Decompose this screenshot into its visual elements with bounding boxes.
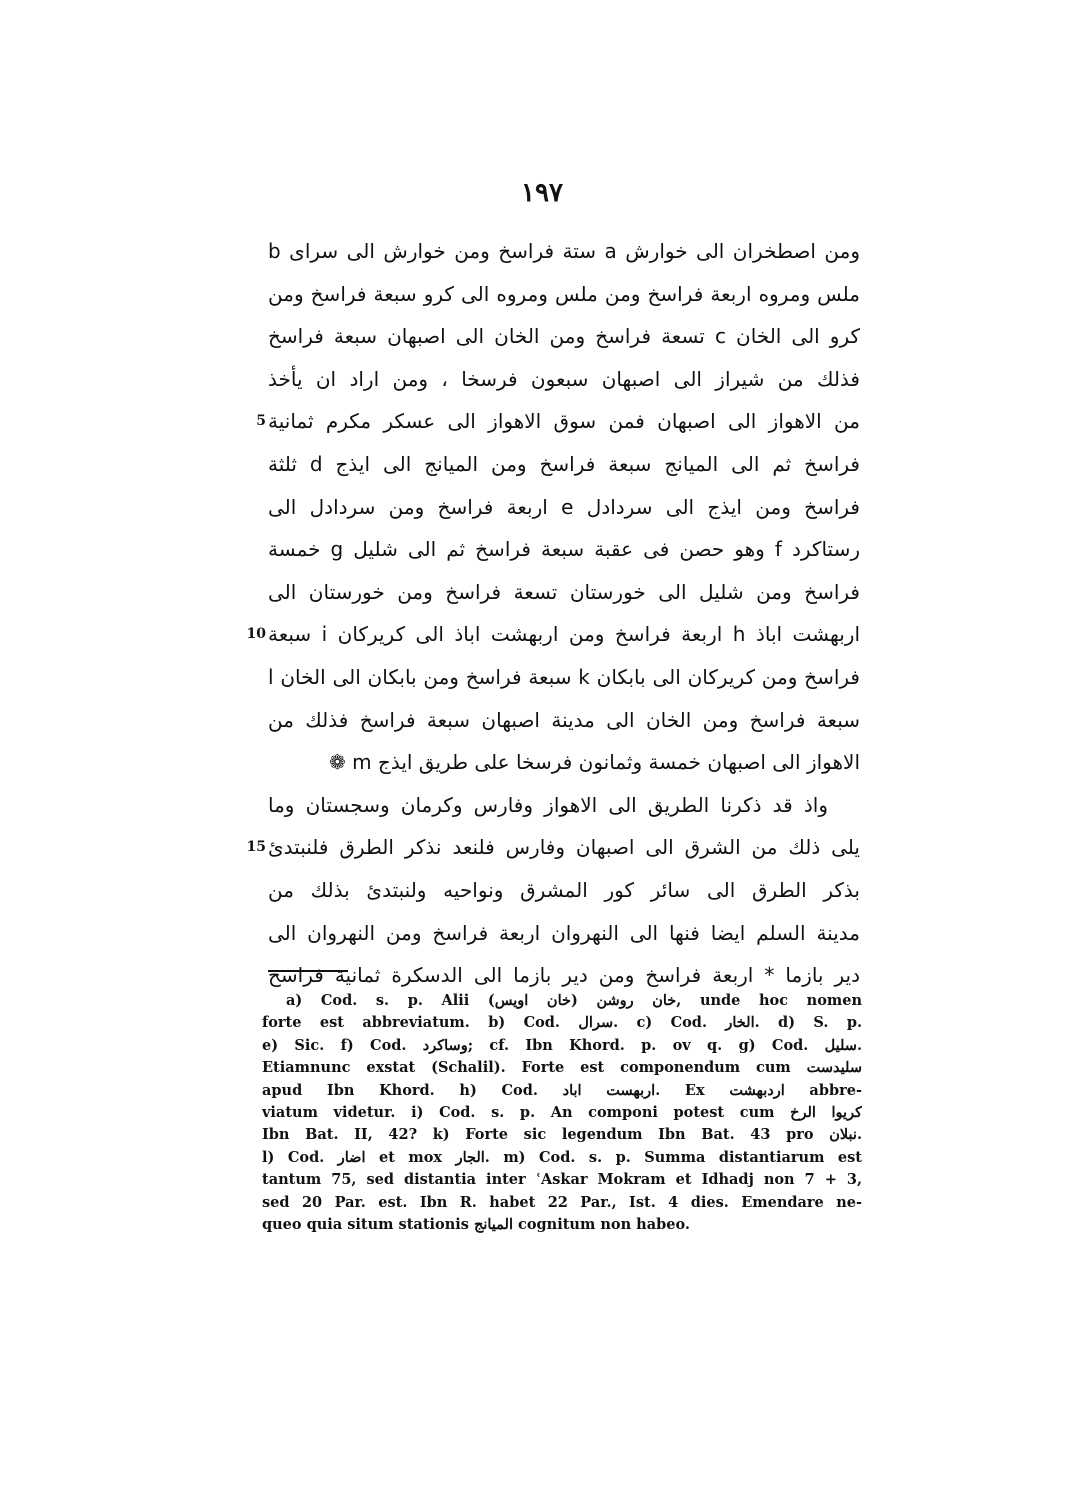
- text-line: [0, 826, 1072, 869]
- text-line: [0, 273, 1072, 316]
- footnote-line: tantum 75, sed distantia inter ʿAskar Mokram et Idhadj non 7 + 3,: [262, 1171, 862, 1189]
- text-line: [0, 400, 1072, 443]
- arabic-line-text: اربهشت اباذ h اربعة فراسخ ومن اربهشت اباذ الى كريركان i سبعة: [268, 622, 860, 647]
- footnote-line: forte est abbreviatum. b) Cod. سرال. c) Cod. الخار. d) S. p.: [262, 1014, 862, 1032]
- arabic-line-text: واذ قد ذكرنا الطريق الى الاهواز وفارس وكرمان وسجستان وما: [268, 792, 828, 817]
- arabic-text-body: [0, 230, 1072, 997]
- text-line: [0, 613, 1072, 656]
- line-number: 10: [246, 626, 266, 643]
- text-line: [0, 230, 1072, 273]
- footnote-divider: [268, 970, 348, 972]
- footnote-line: viatum videtur. i) Cod. s. p. An componi potest cum كريوا الرخ: [262, 1103, 862, 1121]
- arabic-line-text: سبعة فراسخ ومن الخان الى مدينة اصبهان سبعة فراسخ فذلك من: [268, 707, 860, 732]
- line-number: 15: [246, 839, 266, 856]
- arabic-line-text: مدينة السلم ايضا فنها الى النهروان اربعة فراسخ ومن النهروان الى: [268, 920, 860, 945]
- arabic-line-text: الاهواز الى اصبهان خمسة وثمانون فرسخا على طريق ايذج m ❁: [328, 750, 860, 775]
- text-line: [0, 443, 1072, 486]
- text-line: [0, 528, 1072, 571]
- text-line: [0, 912, 1072, 955]
- arabic-line-text: بذكر الطرق الى سائر كور المشرق ونواحيه ولنبتدئ بذلك من: [268, 877, 860, 902]
- footnote-line: l) Cod. اضار et mox الجار. m) Cod. s. p. Summa distantiarum est: [262, 1148, 862, 1166]
- arabic-line-text: ملس ومروه اربعة فراسخ ومن ملس ومروه الى كرو سبعة فراسخ ومن: [268, 281, 860, 306]
- page-number: ١٩٧: [521, 178, 563, 208]
- text-line: [0, 486, 1072, 529]
- arabic-line-text: فراسخ ومن شليل الى خورستان تسعة فراسخ ومن خورستان الى: [268, 579, 860, 604]
- footnote-line: queo quia situm stationis الميانج cognitum non habeo.: [262, 1215, 690, 1233]
- arabic-line-text: كرو الى الخان c تسعة فراسخ ومن الخان الى اصبهان سبعة فراسخ: [268, 324, 860, 349]
- footnote-line: a) Cod. s. p. Alii خان روشن (خان اويس), unde hoc nomen: [286, 992, 862, 1009]
- arabic-line-text: فراسخ ثم الى الميانج سبعة فراسخ ومن الميانج الى ايذج d ثلثة: [268, 451, 860, 476]
- arabic-line-text: دير بازما * اربعة فراسخ ومن دير بازما الى الدسكرة ثمانية فراسخ: [268, 963, 860, 988]
- text-line: [0, 869, 1072, 912]
- footnote-line: apud Ibn Khord. h) Cod. اربهست اباد. Ex اردبهشت abbre-: [262, 1081, 862, 1099]
- text-line: [0, 315, 1072, 358]
- arabic-line-text: يلى ذلك من الشرق الى اصبهان وفارس فلنعد نذكر الطرق فلنبتدئ: [268, 835, 860, 860]
- text-line: [0, 656, 1072, 699]
- footnote-line: Etiamnunc exstat (Schalil). Forte est componendum cum سليدست: [262, 1059, 862, 1077]
- arabic-line-text: فذلك من شيراز الى اصبهان سبعون فرسخا ، ومن اراد ان يأخذ: [268, 366, 860, 391]
- text-line: [0, 571, 1072, 614]
- footnote-line: sed 20 Par. est. Ibn R. habet 22 Par., Ist. 4 dies. Emendare ne-: [262, 1193, 862, 1211]
- arabic-line-text: من الاهواز الى اصبهان فمن سوق الاهواز الى عسكر مكرم ثمانية: [268, 409, 860, 434]
- footnotes: [262, 990, 862, 1236]
- footnote-line: Ibn Bat. II, 42? k) Forte sic legendum Ibn Bat. 43 pro نبلان.: [262, 1126, 862, 1144]
- arabic-line-text: فراسخ ومن ايذج الى سردادل e اربعة فراسخ ومن سردادل الى: [268, 494, 860, 519]
- line-number: 5: [256, 413, 266, 430]
- arabic-line-text: رستاكرد f وهو حصن فى عقبة سبعة فراسخ ثم الى شليل g خمسة: [268, 537, 860, 562]
- text-line: [0, 699, 1072, 742]
- text-line: [0, 784, 1072, 827]
- footnote-line: e) Sic. f) Cod. وساكرد; cf. Ibn Khord. p. ov q. g) Cod. سليل.: [262, 1036, 862, 1054]
- text-line: [0, 358, 1072, 401]
- arabic-line-text: فراسخ ومن كريركان الى بابكان k سبعة فراسخ ومن بابكان الى الخان l: [268, 664, 860, 689]
- arabic-line-text: ومن اصطخران الى خوارش a ستة فراسخ ومن خوارش الى سراى b: [268, 239, 860, 263]
- text-line: [0, 741, 1072, 784]
